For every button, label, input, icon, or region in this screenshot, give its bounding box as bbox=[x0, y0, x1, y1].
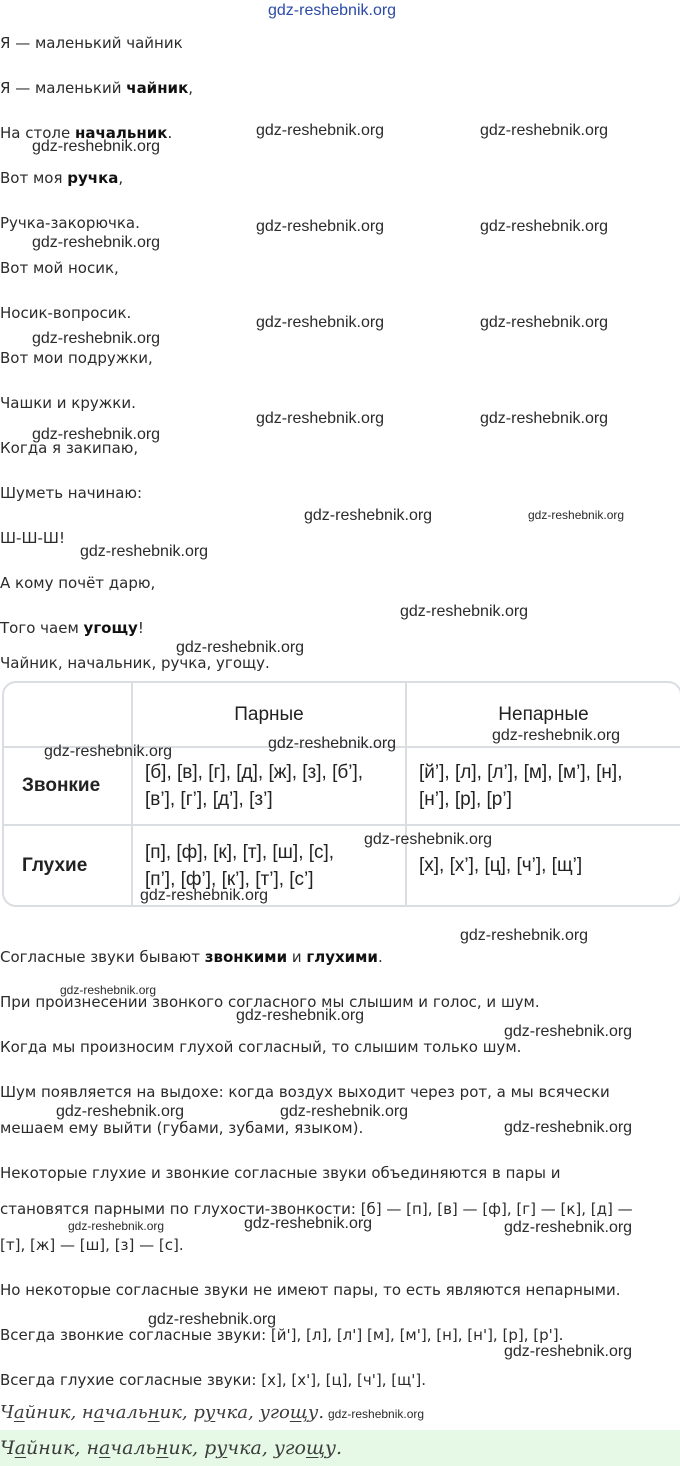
poem-line: Того чаем угощу! bbox=[0, 619, 144, 637]
consonants-table bbox=[2, 681, 680, 907]
text-line: Когда мы произносим глухой согласный, то слышим только шум. bbox=[0, 1038, 522, 1056]
watermark: gdz-reshebnik.org bbox=[140, 887, 269, 904]
watermark: gdz-reshebnik.org bbox=[480, 218, 609, 235]
handwritten-answer: Чайник, начальник, ручка, угощу. bbox=[0, 1437, 343, 1459]
row-header-voiced: Звонкие bbox=[4, 747, 132, 825]
text-line: Всегда глухие согласные звуки: [х], [х'], [ц], [ч'], [щ']. bbox=[0, 1371, 427, 1389]
poem-line: Вот моя ручка, bbox=[0, 169, 124, 187]
watermark: gdz-reshebnik.org bbox=[56, 1103, 185, 1120]
watermark: gdz-reshebnik.org bbox=[60, 983, 157, 997]
text-line: становятся парными по глухости-звонкости: [б] — [п], [в] — [ф], [г] — [к], [д] — bbox=[0, 1200, 633, 1218]
watermark: gdz-reshebnik.org bbox=[492, 727, 621, 744]
watermark: gdz-reshebnik.org bbox=[256, 122, 385, 139]
column-header-paired: Парные bbox=[132, 683, 406, 747]
text-line: Но некоторые согласные звуки не имеют пары, то есть являются непарными. bbox=[0, 1281, 621, 1299]
watermark: gdz-reshebnik.org bbox=[504, 1119, 633, 1136]
poem-line: Ш-Ш-Ш! bbox=[0, 529, 65, 547]
poem-line: На столе начальник. bbox=[0, 124, 173, 142]
poem-line: А кому почёт дарю, bbox=[0, 574, 156, 592]
watermark: gdz-reshebnik.org bbox=[400, 603, 529, 620]
poem-line: Носик-вопросик. bbox=[0, 304, 132, 322]
watermark: gdz-reshebnik.org bbox=[236, 1007, 365, 1024]
text-line: Всегда звонкие согласные звуки: [й'], [л], [л'] [м], [м'], [н], [н'], [р], [р']. bbox=[0, 1326, 564, 1344]
watermark: gdz-reshebnik.org bbox=[148, 1311, 277, 1328]
watermark: gdz-reshebnik.org bbox=[80, 543, 209, 560]
watermark: gdz-reshebnik.org bbox=[256, 218, 385, 235]
watermark: gdz-reshebnik.org bbox=[32, 330, 161, 347]
table-cell: [й’], [л], [л’], [м], [м’], [н], [н’], [р], [р’] bbox=[406, 747, 680, 825]
poem-line: Я — маленький чайник bbox=[0, 34, 183, 52]
watermark: gdz-reshebnik.org bbox=[32, 234, 161, 251]
bold-word: угощу bbox=[83, 619, 138, 637]
watermark: gdz-reshebnik.org bbox=[32, 426, 161, 443]
text-line: Некоторые глухие и звонкие согласные звуки объединяются в пары и bbox=[0, 1164, 561, 1182]
watermark: gdz-reshebnik.org bbox=[32, 138, 161, 155]
watermark: gdz-reshebnik.org bbox=[504, 1219, 633, 1236]
watermark: gdz-reshebnik.org bbox=[480, 410, 609, 427]
watermark: gdz-reshebnik.org bbox=[504, 1023, 633, 1040]
watermark: gdz-reshebnik.org bbox=[504, 1343, 633, 1360]
watermark: gdz-reshebnik.org bbox=[268, 735, 397, 752]
table-corner bbox=[4, 683, 132, 747]
poem-line: Ручка-закорючка. bbox=[0, 214, 140, 232]
bold-word: звонкими bbox=[204, 948, 288, 966]
table-cell: [п], [ф], [к], [т], [ш], [с], [п’], [ф’], [к’], [т’], [с’] bbox=[132, 825, 406, 905]
table-cell: [б], [в], [г], [д], [ж], [з], [б’], [в’], [г’], [д’], [з’] bbox=[132, 747, 406, 825]
watermark: gdz-reshebnik.org bbox=[480, 314, 609, 331]
bold-word: начальник bbox=[75, 124, 168, 142]
bold-word: глухими bbox=[306, 948, 378, 966]
watermark: gdz-reshebnik.org bbox=[364, 831, 493, 848]
poem-line: Вот мой носик, bbox=[0, 259, 119, 277]
watermark: gdz-reshebnik.org bbox=[268, 2, 397, 19]
watermark: gdz-reshebnik.org bbox=[44, 743, 173, 760]
watermark: gdz-reshebnik.org bbox=[528, 508, 625, 522]
text-line: Согласные звуки бывают звонкими и глухими. bbox=[0, 948, 383, 966]
watermark: gdz-reshebnik.org bbox=[68, 1219, 165, 1233]
poem-line: Вот мои подружки, bbox=[0, 349, 153, 367]
watermark: gdz-reshebnik.org bbox=[244, 1215, 373, 1232]
poem-line: Шуметь начинаю: bbox=[0, 484, 143, 502]
watermark: gdz-reshebnik.org bbox=[280, 1103, 409, 1120]
watermark: gdz-reshebnik.org bbox=[176, 639, 305, 656]
watermark: gdz-reshebnik.org bbox=[460, 927, 589, 944]
bold-word: ручка bbox=[67, 169, 119, 187]
poem-line: Я — маленький чайник, bbox=[0, 79, 194, 97]
watermark: gdz-reshebnik.org bbox=[480, 122, 609, 139]
watermark: gdz-reshebnik.org bbox=[256, 314, 385, 331]
watermark: gdz-reshebnik.org bbox=[256, 410, 385, 427]
poem-line: Чайник, начальник, ручка, угощу. bbox=[0, 654, 270, 672]
watermark: gdz-reshebnik.org bbox=[304, 507, 433, 524]
text-line: При произнесении звонкого согласного мы слышим и голос, и шум. bbox=[0, 993, 540, 1011]
poem-line: Чашки и кружки. bbox=[0, 394, 136, 412]
watermark: gdz-reshebnik.org bbox=[328, 1407, 425, 1421]
text-line: [т], [ж] — [ш], [з] — [с]. bbox=[0, 1236, 184, 1254]
table-cell: [х], [х’], [ц], [ч’], [щ’] bbox=[406, 825, 680, 905]
row-header-voiceless: Глухие bbox=[4, 825, 132, 905]
text-line: мешаем ему выйти (губами, зубами, языком). bbox=[0, 1119, 364, 1137]
handwritten-answer: Чайник, начальник, ручка, угощу. bbox=[0, 1402, 325, 1423]
column-header-unpaired: Непарные bbox=[406, 683, 680, 747]
text-line: Шум появляется на выдохе: когда воздух выходит через рот, а мы всячески bbox=[0, 1083, 610, 1101]
bold-word: чайник bbox=[126, 79, 189, 97]
poem-line: Когда я закипаю, bbox=[0, 439, 139, 457]
